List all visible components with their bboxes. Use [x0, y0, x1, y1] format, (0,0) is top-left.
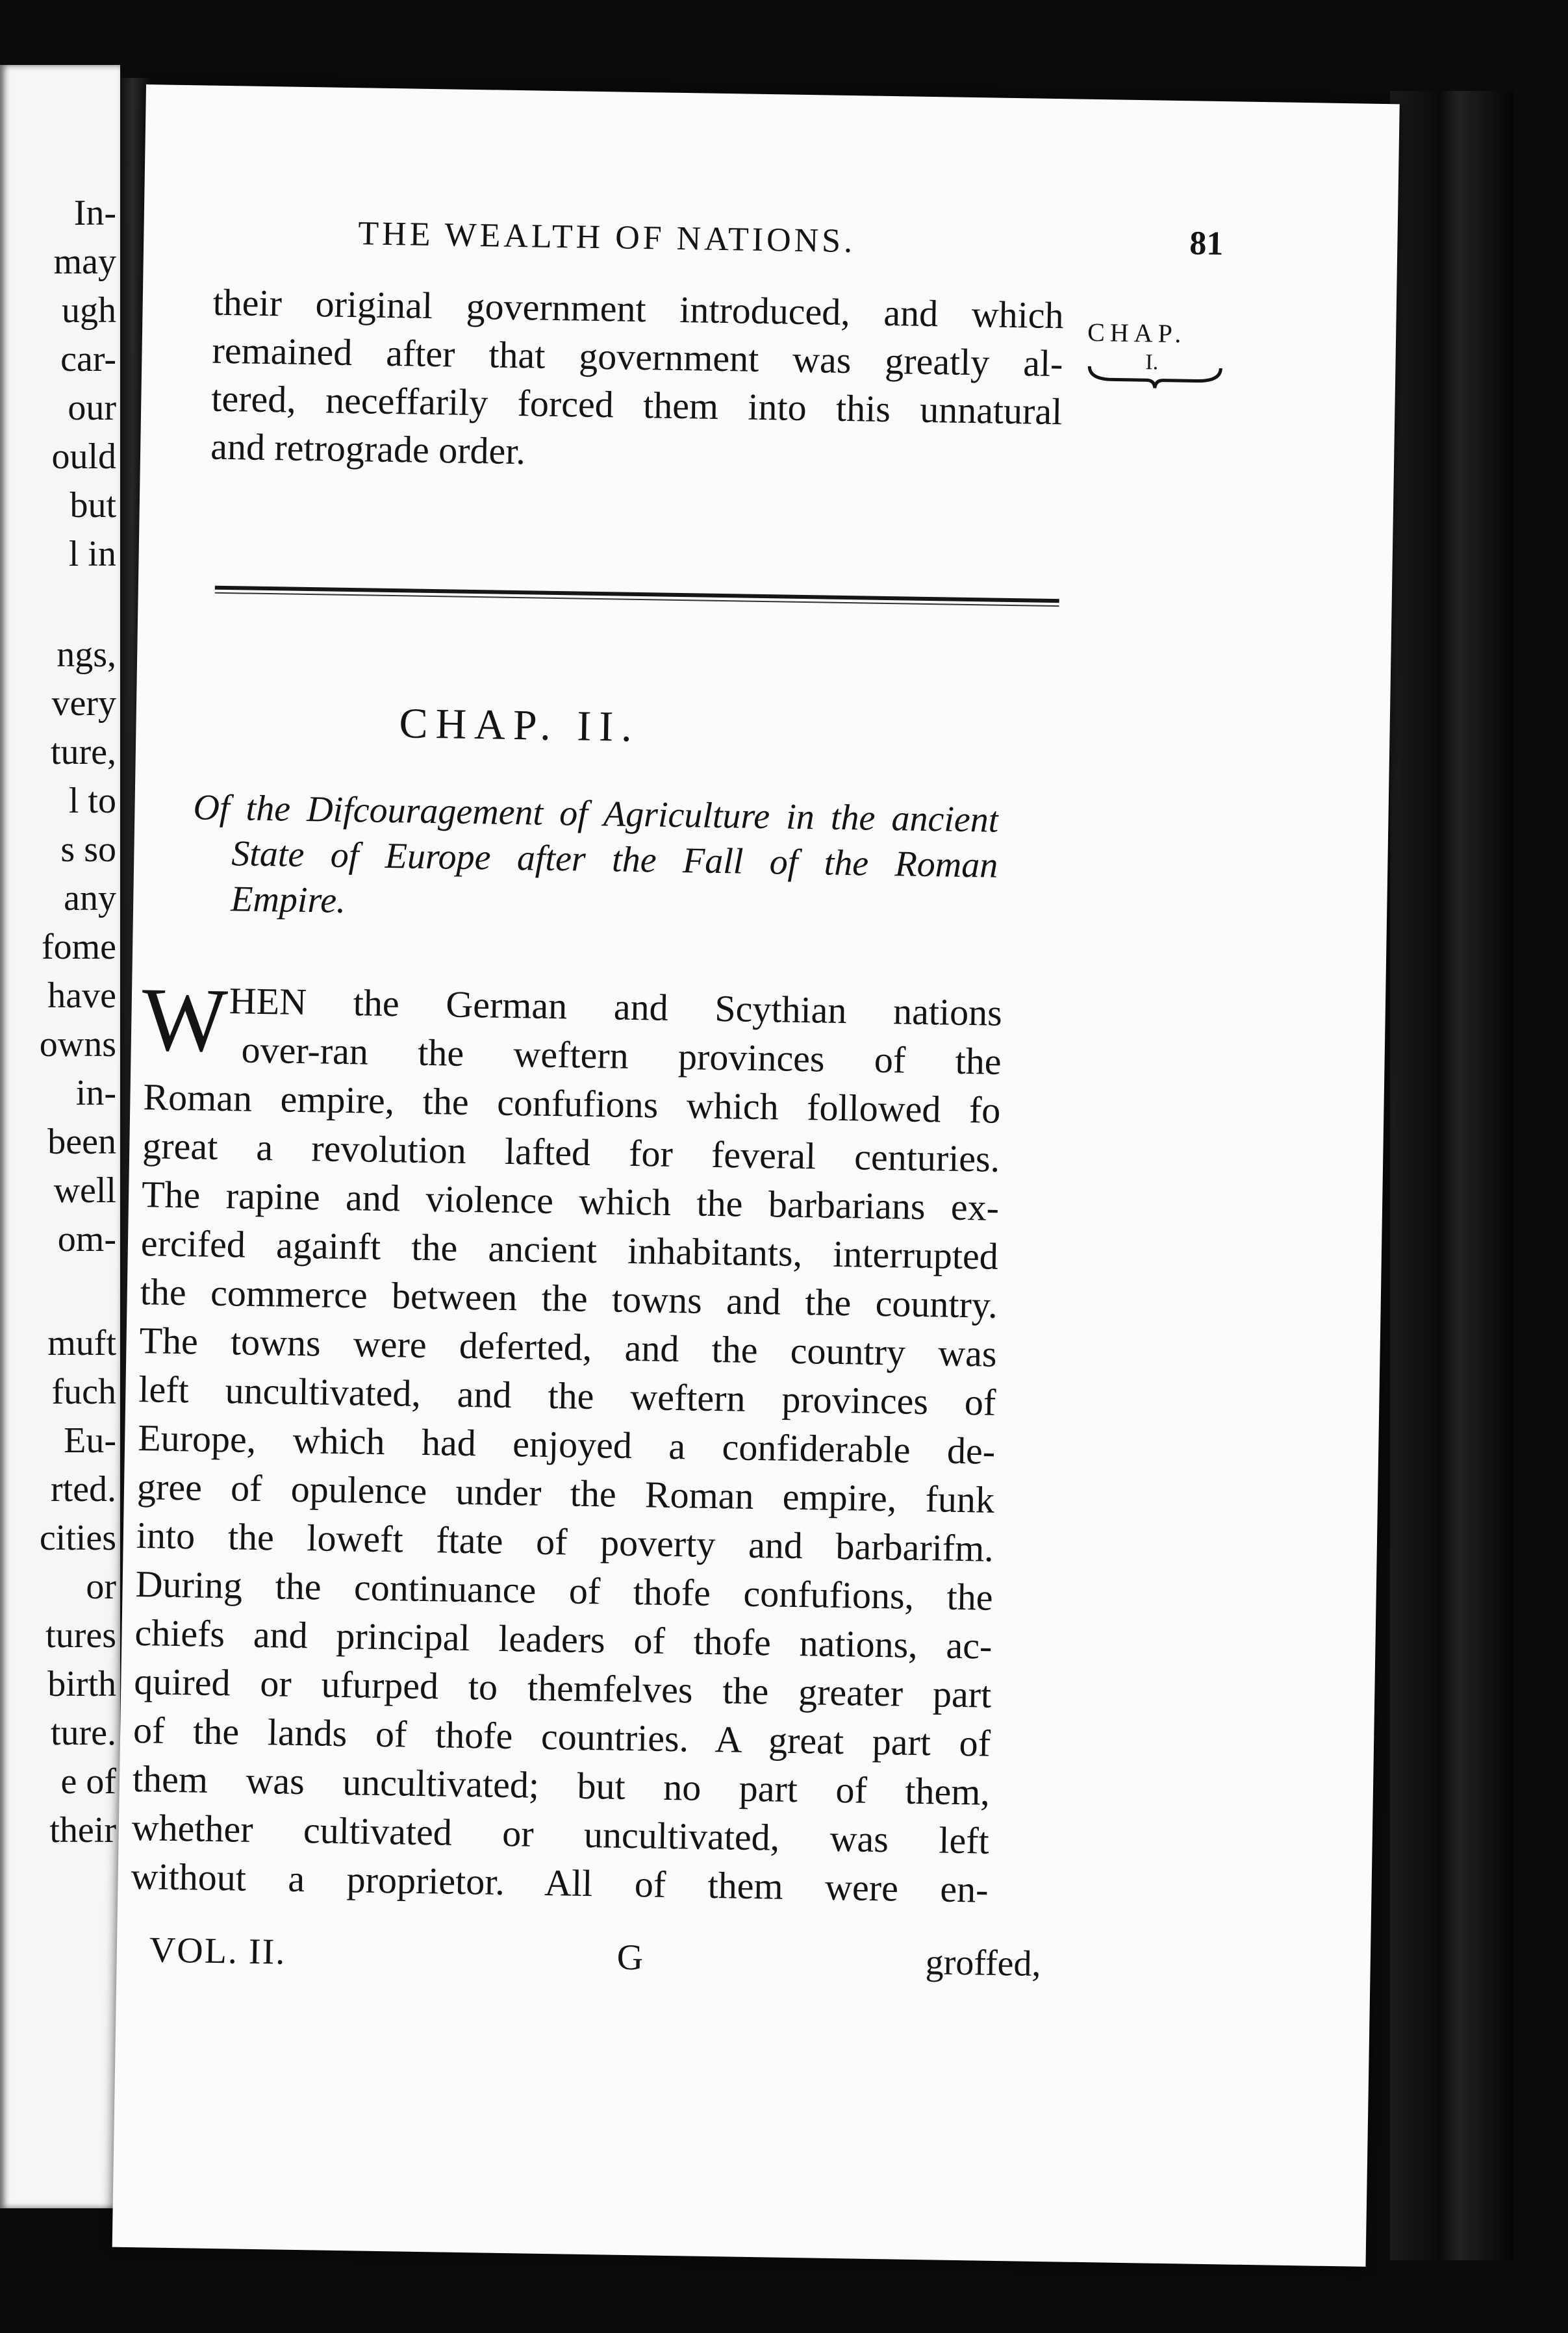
left-page-fragment: but [70, 485, 116, 525]
page-number: 81 [1189, 225, 1224, 263]
left-page-fragment: l to [68, 781, 116, 821]
left-page-fragment: s so [60, 829, 116, 870]
side-note-label: CHAP. [1087, 317, 1187, 349]
subtitle-line: Of the Difcouragement of Agriculture in the ancient [193, 787, 999, 840]
left-page-fragment: our [68, 388, 116, 428]
left-page-fragment: have [47, 976, 116, 1016]
left-page-fragment: their [49, 1810, 116, 1850]
text-line: without a proprietor. All of them were en- [131, 1854, 989, 1911]
text-line: The rapine and violence which the barbarians ex- [141, 1173, 1000, 1229]
left-page-fragment: any [64, 878, 116, 918]
left-page-fragment: fome [41, 927, 116, 967]
left-page-fragment: rted. [50, 1469, 116, 1509]
text-line: and retrograde order. [210, 425, 526, 473]
book-page [112, 84, 1400, 2267]
text-line: During the continuance of thofe confufions, the [135, 1563, 994, 1619]
page-edge-shadow [1390, 91, 1513, 2260]
left-page-fragment: om- [57, 1219, 116, 1259]
drop-cap: W [141, 969, 229, 1072]
text-line: tered, neceffarily forced them into this unnatural [210, 377, 1063, 433]
left-page-fragment: Eu- [64, 1420, 116, 1461]
side-note-number: I. [1145, 350, 1159, 375]
left-page-fragment: in- [75, 1073, 116, 1113]
left-page-fragment: In- [73, 193, 116, 233]
text-line: their original government introduced, and which [212, 281, 1065, 337]
left-page-fragment: or [86, 1567, 116, 1607]
subtitle-line: State of Europe after the Fall of the Roman [231, 833, 998, 886]
left-page-fragment: well [53, 1170, 116, 1211]
side-note-brace [1087, 362, 1224, 390]
left-page-fragment: cities [39, 1518, 116, 1558]
opening-paragraph [146, 84, 1400, 104]
text-line: chiefs and principal leaders of thofe nations, ac- [134, 1611, 993, 1667]
left-page-fragment: ngs, [57, 635, 116, 675]
subtitle-line: Empire. [230, 879, 346, 921]
catchword: groffed, [925, 1942, 1041, 1984]
left-page-fragment: fuch [51, 1372, 116, 1412]
volume-label: VOL. II. [149, 1930, 286, 1973]
left-page-fragment: car- [60, 339, 116, 379]
left-page-fragment: tures [45, 1615, 116, 1656]
text-line: ercifed againft the ancient inhabitants, interrupted [140, 1222, 999, 1278]
chapter-title: CHAP. II. [399, 700, 640, 751]
left-page-fragment: ould [51, 436, 116, 477]
text-line: gree of opulence under the Roman empire, funk [136, 1465, 995, 1521]
text-line: HEN the German and Scythian nations [229, 979, 1003, 1034]
left-page-fragment: may [53, 242, 116, 282]
body-paragraph [146, 84, 1400, 104]
left-page-fragment: ture, [50, 732, 116, 772]
left-page-fragment: e of [60, 1761, 116, 1802]
text-line: Roman empire, the confufions which followed fo [143, 1076, 1001, 1131]
left-facing-page [0, 65, 120, 2208]
chapter-subtitle [146, 84, 1400, 104]
signature-mark: G [616, 1937, 644, 1978]
text-line: over-ran the weftern provinces of the [241, 1028, 1002, 1083]
left-page-fragment: very [51, 683, 116, 724]
text-line: into the loweft ftate of poverty and barbarifm. [136, 1514, 994, 1570]
text-line: remained after that government was greatly al- [212, 329, 1063, 385]
left-page-fragment: muft [47, 1323, 116, 1363]
left-page-fragment: ugh [62, 290, 116, 331]
left-page-fragment: ture. [50, 1713, 116, 1753]
text-line: The towns were deferted, and the country was [139, 1319, 997, 1375]
running-head: THE WEALTH OF NATIONS. [357, 215, 856, 260]
text-line: of the lands of thofe countries. A great part of [133, 1709, 991, 1765]
left-page-fragment: been [47, 1122, 116, 1162]
left-page-fragment: owns [39, 1024, 116, 1065]
text-line: whether cultivated or uncultivated, was left [131, 1806, 990, 1862]
text-line: great a revolution lafted for feveral centuries. [142, 1124, 1000, 1180]
text-line: them was uncultivated; but no part of them, [132, 1757, 991, 1813]
text-line: left uncultivated, and the weftern provinces of [138, 1368, 996, 1424]
text-line: the commerce between the towns and the country. [140, 1270, 998, 1326]
left-page-fragment: l in [68, 534, 116, 574]
text-line: quired or ufurped to themfelves the greater part [133, 1660, 992, 1716]
left-page-fragment: birth [47, 1664, 116, 1704]
text-line: Europe, which had enjoyed a confiderable de- [137, 1417, 996, 1472]
